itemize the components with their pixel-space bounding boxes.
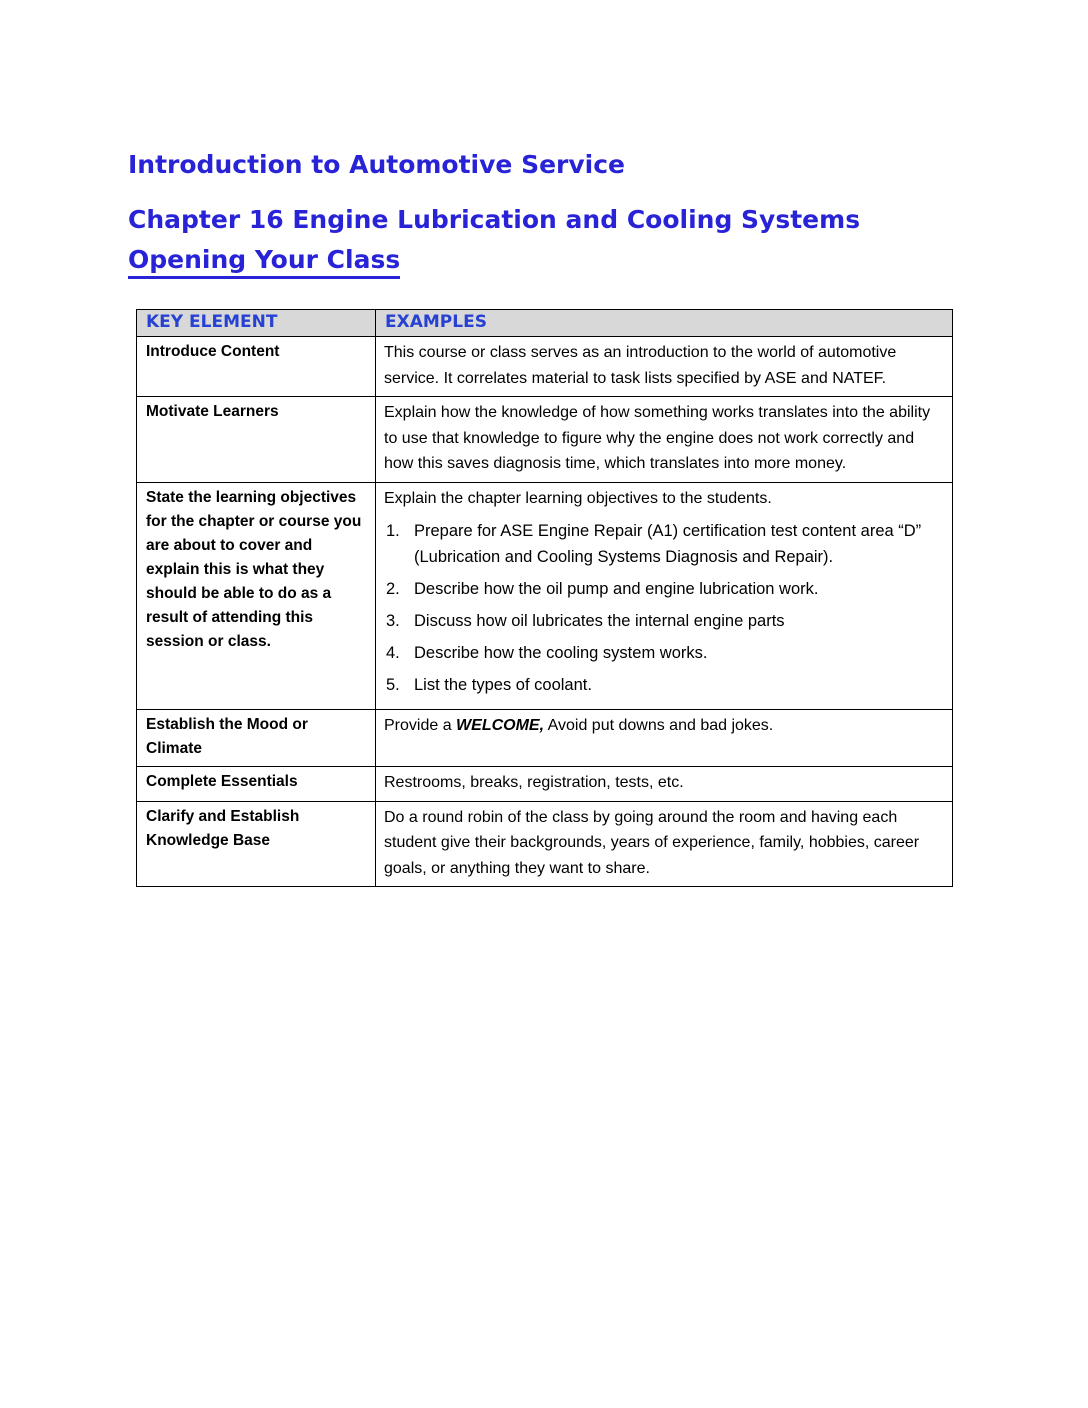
table-row-clarify-knowledge-base xyxy=(137,801,953,887)
key-cell: State the learning objectives for the chapter or course you are about to cover and explain this is what they should be able to do as a result of attending this session or class. xyxy=(137,482,376,710)
example-cell: Restrooms, breaks, registration, tests, etc. xyxy=(376,767,953,802)
section-heading xyxy=(128,245,968,279)
objective-text: Discuss how oil lubricates the internal engine parts xyxy=(414,612,785,630)
objective-item xyxy=(384,576,942,602)
key-cell: Introduce Content xyxy=(137,337,376,397)
key-cell: Establish the Mood or Climate xyxy=(137,710,376,767)
table-header-row xyxy=(137,310,953,337)
example-text-suffix: Avoid put downs and bad jokes. xyxy=(544,717,774,734)
example-text-prefix: Provide a xyxy=(384,717,457,734)
table-row-complete-essentials xyxy=(137,767,953,802)
doc-title: Introduction to Automotive Service xyxy=(128,150,625,179)
chapter-heading: Chapter 16 Engine Lubrication and Cooling Systems xyxy=(128,205,861,234)
objective-text: List the types of coolant. xyxy=(414,676,592,694)
table-row-introduce-content xyxy=(137,337,953,397)
column-header-examples: EXAMPLES xyxy=(376,310,953,337)
objective-item xyxy=(384,672,942,698)
example-cell: This course or class serves as an introduction to the world of automotive service. It correlates material to task lists specified by ASE and NATEF. xyxy=(376,337,953,397)
example-cell xyxy=(376,482,953,710)
objective-text: Describe how the cooling system works. xyxy=(414,644,708,662)
table-row-establish-mood xyxy=(137,710,953,767)
objective-number: 1. xyxy=(386,522,400,540)
table-row-learning-objectives xyxy=(137,482,953,710)
example-cell xyxy=(376,710,953,767)
welcome-emphasis: WELCOME, xyxy=(456,717,545,734)
objective-text: Describe how the oil pump and engine lubrication work. xyxy=(414,580,819,598)
section-heading-text: Opening Your Class xyxy=(128,245,400,279)
key-element-table xyxy=(136,309,953,887)
column-header-key-element: KEY ELEMENT xyxy=(137,310,376,337)
example-cell: Do a round robin of the class by going around the room and having each student give their backgrounds, years of experience, family, hobbies, career goals, or anything they want to share. xyxy=(376,801,953,887)
table-row-motivate-learners xyxy=(137,397,953,483)
objectives-list xyxy=(384,518,942,698)
key-cell: Clarify and Establish Knowledge Base xyxy=(137,801,376,887)
objective-item xyxy=(384,518,942,570)
objective-number: 2. xyxy=(386,580,400,598)
key-cell: Motivate Learners xyxy=(137,397,376,483)
objective-item xyxy=(384,608,942,634)
objectives-intro: Explain the chapter learning objectives to the students. xyxy=(384,489,772,507)
objective-item xyxy=(384,640,942,666)
objective-number: 4. xyxy=(386,644,400,662)
example-cell: Explain how the knowledge of how something works translates into the ability to use that knowledge to figure why the engine does not work correctly and how this saves diagnosis time, which translates into more money. xyxy=(376,397,953,483)
key-cell: Complete Essentials xyxy=(137,767,376,802)
objective-text: Prepare for ASE Engine Repair (A1) certification test content area “D” (Lubrication and Cooling Systems Diagnosis and Repair). xyxy=(414,522,922,566)
objective-number: 3. xyxy=(386,612,400,630)
objective-number: 5. xyxy=(386,676,400,694)
